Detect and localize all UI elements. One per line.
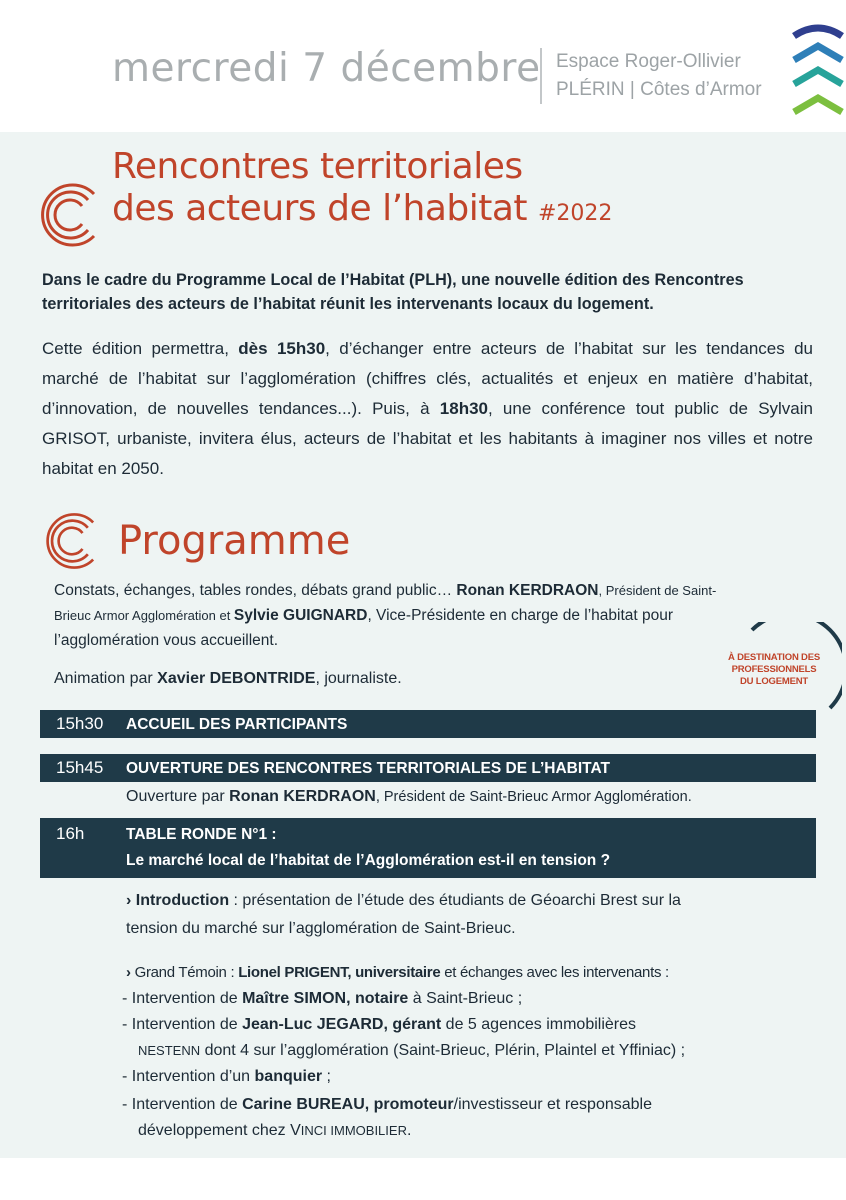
ouverture-line: Ouverture par Ronan KERDRAON, Président de Saint-Brieuc Armor Agglomération.: [126, 788, 692, 805]
grand-temoin-line: › Grand Témoin : Lionel PRIGENT, universitaire et échanges avec les intervenants :: [126, 964, 669, 981]
header: [0, 0, 846, 132]
title-line-1: Rencontres territoriales: [112, 146, 523, 187]
professionals-badge: À DESTINATION DES PROFESSIONNELS DU LOGEMENT: [728, 652, 820, 687]
schedule-time: 15h45: [56, 758, 104, 777]
schedule-bar-16h: [40, 818, 816, 878]
schedule-bar-1545: [40, 754, 816, 782]
event-date: mercredi 7 décembre: [112, 46, 541, 91]
venue-city: PLÉRIN | Côtes d’Armor: [556, 79, 762, 100]
venue-name: Espace Roger-Ollivier: [556, 51, 741, 72]
c-arc-logo-icon: [34, 180, 104, 250]
intervention-1: - Intervention de Maître SIMON, notaire à Saint-Brieuc ;: [122, 990, 523, 1007]
introduction-line-2: tension du marché sur l’agglomération de Saint-Brieuc.: [126, 920, 516, 937]
schedule-label-2: Le marché local de l’habitat de l’Agglomération est-il en tension ?: [126, 852, 611, 869]
schedule-time: 16h: [56, 824, 85, 843]
schedule-bar-1530: [40, 710, 816, 738]
intervention-3: - Intervention d’un banquier ;: [122, 1068, 331, 1085]
intervention-4: - Intervention de Carine BUREAU, promoteur/investisseur et responsable: [122, 1096, 652, 1113]
schedule-label: TABLE RONDE N°1 :: [126, 826, 277, 843]
page-title: [112, 146, 612, 235]
programme-title: Programme: [118, 518, 351, 564]
intervention-2-cont: NESTENN dont 4 sur l’agglomération (Saint-Brieuc, Plérin, Plaintel et Yffiniac) ;: [138, 1042, 686, 1059]
chevron-waves-logo-icon: [790, 14, 846, 126]
event-venue: [540, 48, 762, 104]
c-arc-logo-icon: [40, 510, 102, 572]
intro-lead: Dans le cadre du Programme Local de l’Habitat (PLH), une nouvelle édition des Rencontres territoriales des acteurs de l’habitat réunit les intervenants locaux du logement.: [42, 271, 744, 313]
title-line-2: des acteurs de l’habitat: [112, 188, 528, 229]
intro-paragraph: Cette édition permettra, dès 15h30, d’échanger entre acteurs de l’habitat sur les tendances du marché de l’habitat sur l’agglomération (chiffres clés, actualités et enjeux en matière d’habitat, d’innovation, de nouvelles tendances...). Puis, à 18h30, une conférence tout public de Sylvain GRISOT, urbaniste, invitera élus, acteurs de l’habitat et les habitants à imaginer nos villes et notre habitat en 2050.: [42, 339, 813, 478]
title-tag: #2022: [538, 201, 613, 226]
introduction-line: › Introduction : présentation de l’étude des étudiants de Géoarchi Brest sur la: [126, 892, 681, 909]
programme-intro: Constats, échanges, tables rondes, débats grand public… Ronan KERDRAON, Président de Saint-Brieuc Armor Agglomération et Sylvie GUIGNARD, Vice-Présidente en charge de l’habitat pour l’agglomération vous accueillent.: [54, 582, 717, 649]
schedule-label: OUVERTURE DES RENCONTRES TERRITORIALES DE L’HABITAT: [126, 760, 610, 777]
intervention-2: - Intervention de Jean-Luc JEGARD, gérant de 5 agences immobilières: [122, 1016, 636, 1033]
animation-credit: Animation par Xavier DEBONTRIDE, journaliste.: [54, 670, 402, 687]
schedule-time: 15h30: [56, 714, 104, 733]
intervention-4-cont: développement chez VINCI IMMOBILIER.: [138, 1122, 412, 1139]
schedule-label: ACCUEIL DES PARTICIPANTS: [126, 716, 348, 733]
